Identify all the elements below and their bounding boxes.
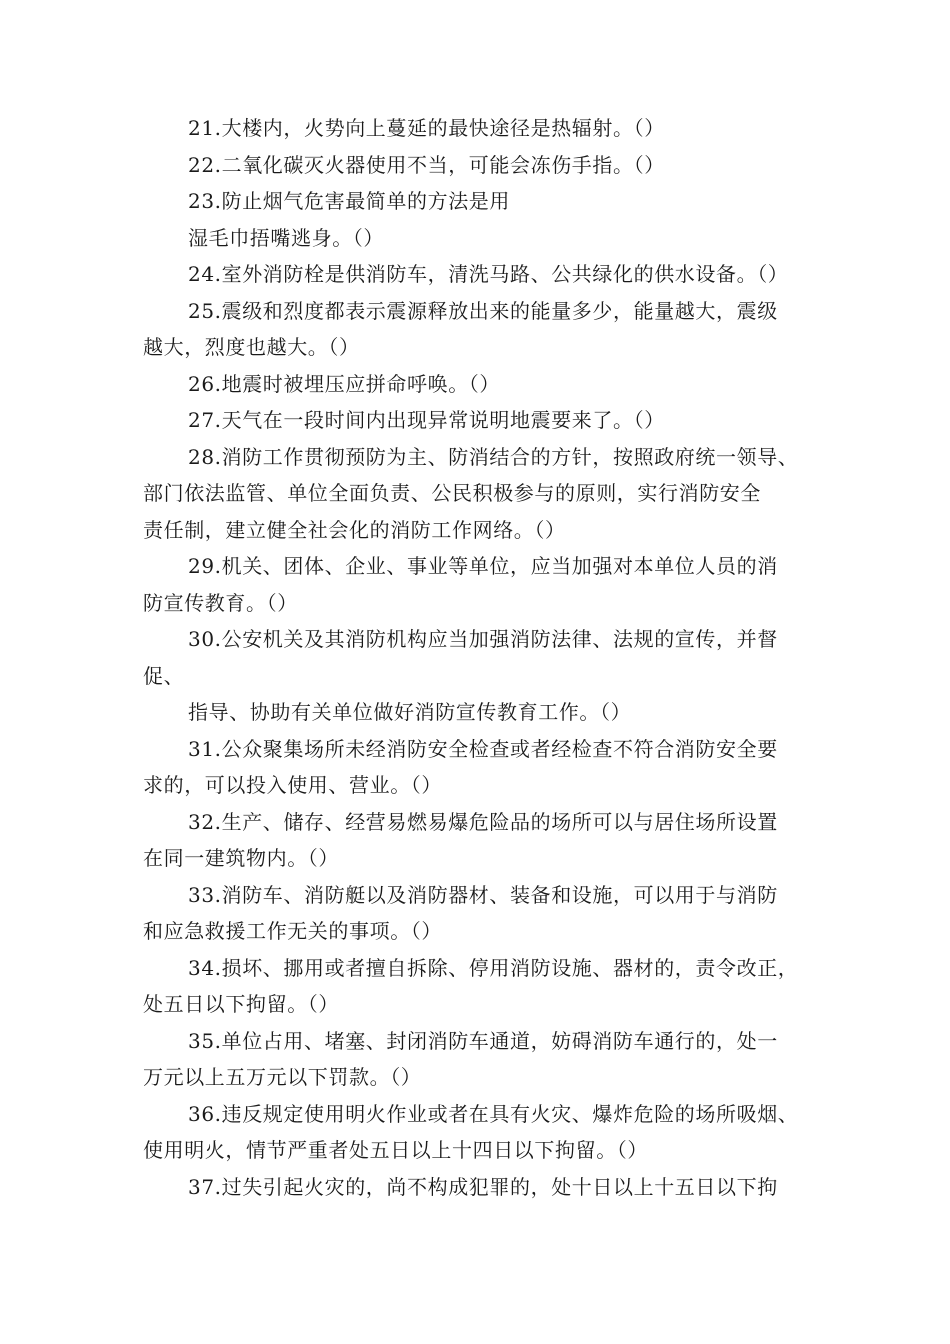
- text-line: 万元以上五万元以下罚款。（）: [143, 1065, 422, 1089]
- text-line: 27.天气在一段时间内出现异常说明地震要来了。（）: [188, 408, 665, 432]
- text-line: 28.消防工作贯彻预防为主、防消结合的方针，按照政府统一领导、: [188, 444, 799, 469]
- text-line: 促、: [143, 663, 185, 688]
- text-line: 越大，烈度也越大。（）: [143, 335, 360, 359]
- text-line: 35.单位占用、堵塞、封闭消防车通道，妨碍消防车通行的，处一: [188, 1028, 778, 1053]
- text-line: 指导、协助有关单位做好消防宣传教育工作。（）: [188, 700, 632, 724]
- text-line: 34.损坏、挪用或者擅自拆除、停用消防设施、器材的，责令改正，: [188, 955, 799, 980]
- text-line: 责任制，建立健全社会化的消防工作网络。（）: [143, 517, 566, 542]
- text-line: 和应急救援工作无关的事项。（）: [143, 919, 442, 943]
- text-line: 部门依法监管、单位全面负责、公民积极参与的原则，实行消防安全: [143, 481, 761, 505]
- text-line: 37.过失引起火灾的，尚不构成犯罪的，处十日以上十五日以下拘: [188, 1174, 778, 1199]
- text-line: 湿毛巾捂嘴逃身。（）: [188, 225, 384, 250]
- text-line: 21.大楼内，火势向上蔓延的最快途径是热辐射。（）: [188, 116, 665, 140]
- text-line: 使用明火，情节严重者处五日以上十四日以下拘留。（）: [143, 1138, 648, 1162]
- text-line: 处五日以下拘留。（）: [143, 992, 339, 1016]
- text-line: 29.机关、团体、企业、事业等单位，应当加强对本单位人员的消: [188, 554, 778, 578]
- text-line: 25.震级和烈度都表示震源释放出来的能量多少，能量越大，震级: [188, 298, 778, 323]
- text-line: 求的，可以投入使用、营业。（）: [143, 773, 442, 797]
- text-line: 防宣传教育。（）: [143, 590, 298, 615]
- text-line: 26.地震时被埋压应拼命呼唤。（）: [188, 371, 501, 396]
- text-line: 31.公众聚集场所未经消防安全检查或者经检查不符合消防安全要: [188, 736, 778, 761]
- text-line: 24.室外消防栓是供消防车，清洗马路、公共绿化的供水设备。（）: [188, 262, 789, 286]
- document-body: [143, 110, 815, 1205]
- text-line: 23.防止烟气危害最简单的方法是用: [188, 189, 511, 213]
- text-line: 22.二氧化碳灭火器使用不当，可能会冻伤手指。（）: [188, 152, 665, 177]
- text-line: 36.违反规定使用明火作业或者在具有火灾、爆炸危险的场所吸烟、: [188, 1101, 799, 1126]
- text-line: 30.公安机关及其消防机构应当加强消防法律、法规的宣传，并督: [188, 627, 778, 651]
- text-line: 33.消防车、消防艇以及消防器材、装备和设施，可以用于与消防: [188, 882, 778, 907]
- text-line: 32.生产、储存、经营易燃易爆危险品的场所可以与居住场所设置: [188, 809, 778, 834]
- text-line: 在同一建筑物内。（）: [143, 846, 339, 870]
